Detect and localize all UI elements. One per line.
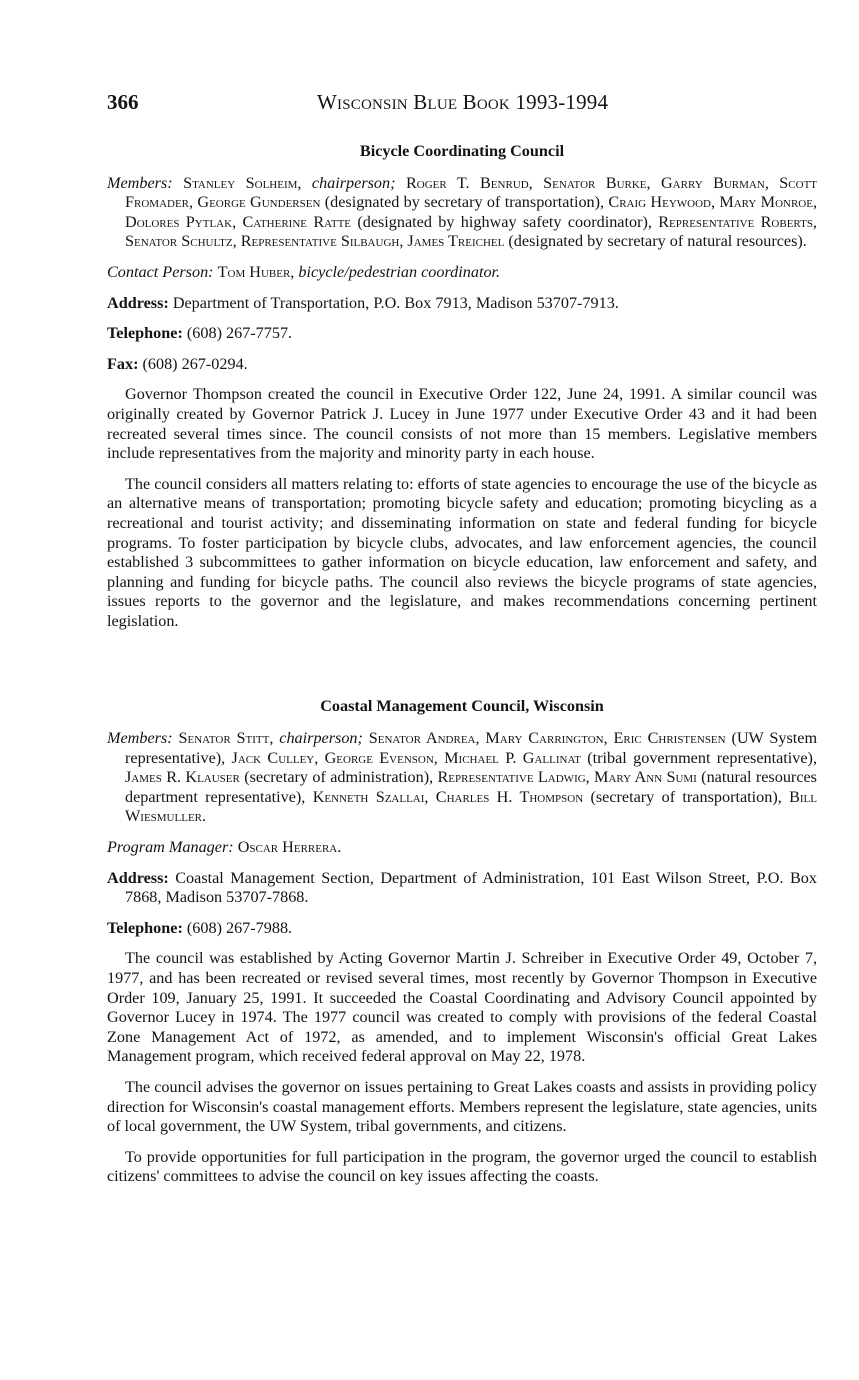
- manager-label: Program Manager:: [107, 838, 234, 857]
- member-names: James R. Klauser: [125, 768, 240, 787]
- contact-name: Tom Huber,: [217, 262, 295, 281]
- member-names: Kenneth Szallai, Charles H. Thompson: [312, 787, 584, 806]
- member-names: Senator Andrea, Mary Carrington, Eric Christensen: [368, 729, 726, 748]
- body-paragraph: The council advises the governor on issues pertaining to Great Lakes coasts and assists in providing policy direction for Wisconsin's coastal management efforts. Members represent the legislature, state agencies, units of local government, the UW System, tribal governments, and citizens.: [107, 1077, 817, 1136]
- fax-line: [107, 355, 817, 375]
- address-line: [107, 869, 817, 908]
- body-paragraph: The council was established by Acting Governor Martin J. Schreiber in Executive Order 49, October 7, 1977, and has been recreated or revised several times, most recently by Governor Thompson in Executive Order 109, January 25, 1991. It succeeded the Coastal Coordinating and Advisory Council appointed by Governor Lucey in 1974. The 1977 council was created to comply with provisions of the federal Coastal Zone Management Act of 1972, as amended, and to implement Wisconsin's official Great Lakes Management program, which received federal approval on May 22, 1978.: [107, 949, 817, 1066]
- telephone-label: Telephone:: [107, 324, 183, 343]
- manager-line: [107, 838, 817, 858]
- member-note: (UW System representative),: [125, 729, 818, 767]
- address-value: Coastal Management Section, Department of Administration, 101 East Wilson Street, P.O. Box 7868, Madison 53707-7868.: [125, 868, 817, 907]
- telephone-value: (608) 267-7988.: [186, 918, 293, 937]
- coastal-council-section: [107, 697, 817, 1186]
- fax-label: Fax:: [107, 354, 139, 373]
- body-paragraph: Governor Thompson created the council in Executive Order 122, June 24, 1991. A similar council was originally created by Governor Patrick J. Lucey in June 1977 under Executive Order 43 and it had been recreated several times since. The council consists of not more than 15 members. Legislative members include representatives from the majority and minority party in each house.: [107, 385, 817, 463]
- member-note: (secretary of administration),: [239, 768, 438, 787]
- contact-label: Contact Person:: [107, 262, 214, 281]
- telephone-label: Telephone:: [107, 918, 183, 937]
- chair-name: Stanley Solheim,: [183, 173, 302, 192]
- member-names: Craig Heywood, Mary Monroe, Dolores Pytlak, Catherine Ratte: [125, 193, 818, 231]
- running-title: Wisconsin Blue Book 1993-1994: [317, 90, 609, 114]
- member-note: (designated by secretary of transportation),: [320, 193, 609, 212]
- member-names: Representative Ladwig, Mary Ann Sumi: [437, 768, 697, 787]
- member-names: Bill Wiesmuller.: [125, 787, 817, 826]
- members-paragraph: [107, 174, 817, 252]
- address-label: Address:: [107, 293, 169, 312]
- telephone-line: [107, 919, 817, 939]
- chair-name: Senator Stitt,: [178, 729, 274, 748]
- member-note: (designated by highway safety coordinator),: [351, 212, 659, 231]
- address-line: [107, 294, 817, 314]
- chair-role: chairperson;: [279, 729, 363, 748]
- section-title: Coastal Management Council, Wisconsin: [320, 697, 604, 716]
- bicycle-council-section: [107, 142, 817, 631]
- body-paragraph: To provide opportunities for full participation in the program, the governor urged the council to establish citizens' committees to advise the council on key issues affecting the coasts.: [107, 1147, 817, 1186]
- member-note: (natural resources department representative),: [125, 768, 817, 806]
- telephone-value: (608) 267-7757.: [186, 324, 293, 343]
- members-paragraph: [107, 729, 817, 827]
- manager-name: Oscar Herrera.: [237, 838, 342, 857]
- section-title: Bicycle Coordinating Council: [359, 142, 565, 160]
- contact-line: [107, 263, 817, 283]
- member-names: Representative Roberts, Senator Schultz, Representative Silbaugh, James Treichel: [125, 212, 817, 251]
- member-note: (tribal government representative),: [580, 748, 817, 767]
- telephone-line: [107, 324, 817, 344]
- fax-value: (608) 267-0294.: [142, 354, 248, 373]
- section-gap: [107, 642, 817, 697]
- member-note: (designated by secretary of natural resources).: [504, 232, 807, 251]
- member-note: (secretary of transportation),: [583, 787, 790, 806]
- page-content: [107, 142, 817, 1198]
- address-value: Department of Transportation, P.O. Box 7913, Madison 53707-7913.: [172, 293, 619, 312]
- members-label: Members:: [107, 173, 173, 192]
- address-label: Address:: [107, 868, 169, 887]
- member-names: Roger T. Benrud, Senator Burke, Garry Burman, Scott Fromader, George Gundersen: [125, 173, 818, 212]
- member-names: Jack Culley, George Evenson, Michael P. Gallinat: [231, 748, 581, 767]
- chair-role: chairperson;: [311, 173, 396, 192]
- body-paragraph: The council considers all matters relating to: efforts of state agencies to encourage the use of the bicycle as an alternative means of transportation; promoting bicycle safety and education; promoting bicycling as a recreational and tourist activity; and disseminating information on state and federal funding for bicycle programs. To foster participation by bicycle clubs, advocates, and law enforcement agencies, the council established 3 subcommittees to gather information on bicycle education, law enforcement and safety, and planning and funding for bicycle paths. The council also reviews the bicycle programs of state agencies, issues reports to the governor and the legislature, and makes recommendations concerning pertinent legislation.: [107, 474, 817, 630]
- members-label: Members:: [107, 729, 173, 748]
- page-number: 366: [107, 90, 139, 114]
- contact-role: bicycle/pedestrian coordinator.: [298, 262, 501, 281]
